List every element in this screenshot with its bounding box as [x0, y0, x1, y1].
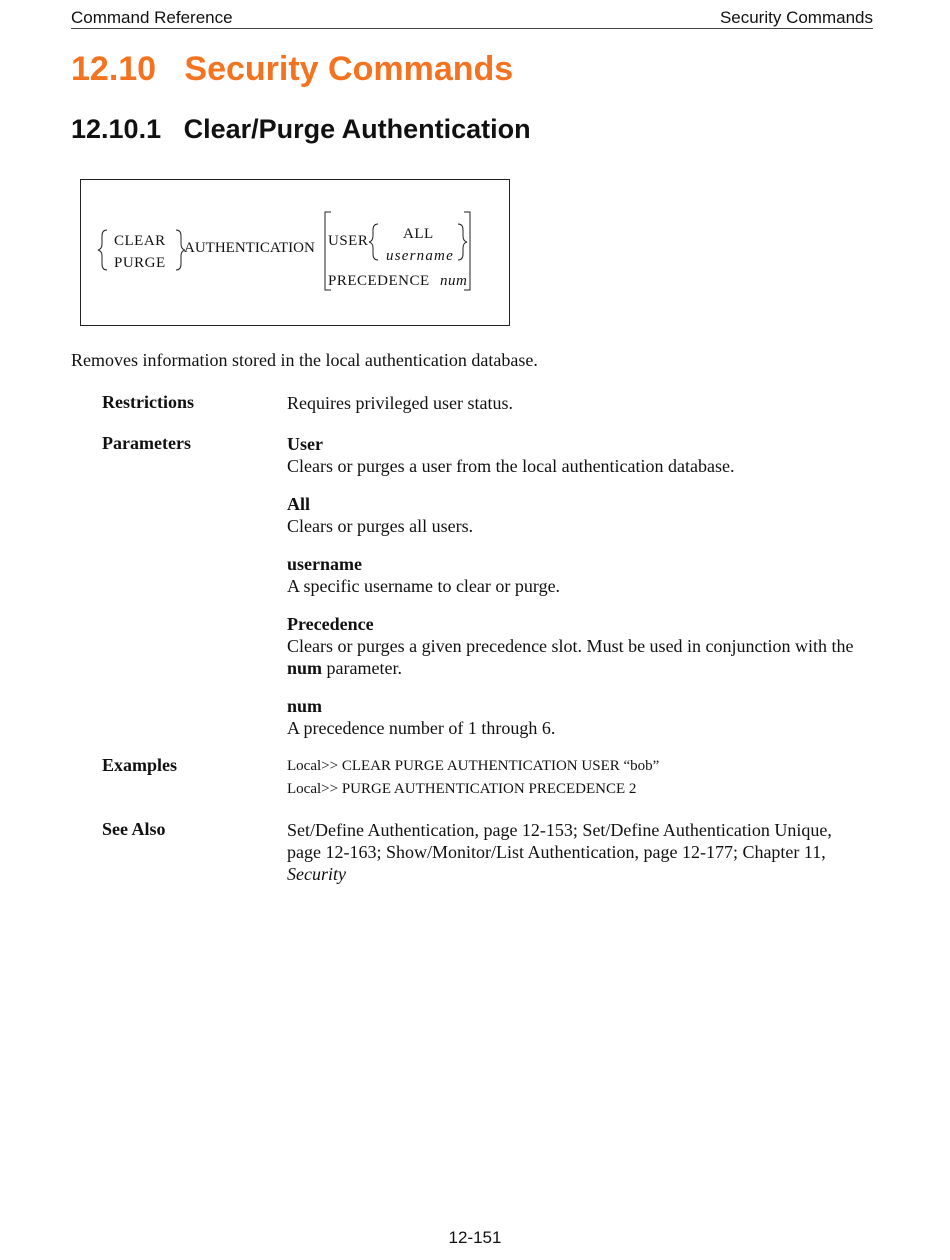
section-title: 12.10 Security Commands: [71, 50, 514, 88]
example-line: Local>> CLEAR PURGE AUTHENTICATION USER “bob”: [287, 758, 660, 774]
restrictions-text: Requires privileged user status.: [287, 393, 513, 413]
parameter-desc-tail: parameter.: [322, 658, 402, 678]
parameter-desc: Clears or purges all users.: [287, 516, 474, 536]
syntax-clear: CLEAR: [114, 233, 166, 249]
see-also-references: Set/Define Authentication, page 12-153; Set/Define Authentication Unique, page 12-163; Show/Monitor/List Authentication, page 12-177; Chapter 11,: [287, 820, 832, 862]
syntax-purge: PURGE: [114, 255, 166, 271]
header-left-text: Command Reference: [71, 8, 233, 27]
parameter-desc: Clears or purges a given precedence slot. Must be used in conjunction with the: [287, 636, 854, 656]
subsection-title: 12.10.1 Clear/Purge Authentication: [71, 114, 531, 144]
parameter-desc: A specific username to clear or purge.: [287, 576, 561, 596]
syntax-username: username: [386, 248, 454, 264]
header-right-text: Security Commands: [719, 8, 873, 27]
parameter-username: [287, 553, 877, 597]
restrictions-label: Restrictions: [102, 392, 194, 412]
see-also-italic: Security: [287, 864, 346, 884]
see-also-label: See Also: [102, 819, 166, 839]
parameter-precedence: [287, 613, 877, 679]
inner-brace-close: [458, 224, 467, 260]
syntax-all: ALL: [403, 226, 434, 242]
syntax-diagram: [80, 179, 510, 326]
syntax-authentication: AUTHENTICATION: [184, 240, 315, 256]
inner-brace-open: [369, 224, 378, 260]
command-description: Removes information stored in the local authentication database.: [71, 350, 538, 370]
left-brace-open: [98, 230, 107, 270]
parameters-label: Parameters: [102, 433, 191, 453]
parameter-term: User: [287, 434, 323, 454]
syntax-num: num: [440, 273, 468, 289]
running-header: [71, 8, 873, 29]
see-also-text: [287, 819, 867, 885]
parameter-all: [287, 493, 877, 537]
examples-label: Examples: [102, 755, 178, 775]
parameter-term: Precedence: [287, 614, 374, 634]
parameter-desc-bold: num: [287, 658, 323, 678]
parameter-desc: A precedence number of 1 through 6.: [287, 718, 556, 738]
parameter-term: num: [287, 696, 323, 716]
syntax-user: USER: [328, 233, 369, 249]
parameter-user: [287, 433, 877, 477]
parameter-desc: Clears or purges a user from the local authentication database.: [287, 456, 735, 476]
parameter-term: All: [287, 494, 311, 514]
syntax-precedence: PRECEDENCE: [328, 273, 430, 289]
page-number: 12-151: [448, 1228, 502, 1247]
example-line: Local>> PURGE AUTHENTICATION PRECEDENCE 2: [287, 781, 637, 797]
parameter-term: username: [287, 554, 362, 574]
parameter-num: [287, 695, 877, 739]
